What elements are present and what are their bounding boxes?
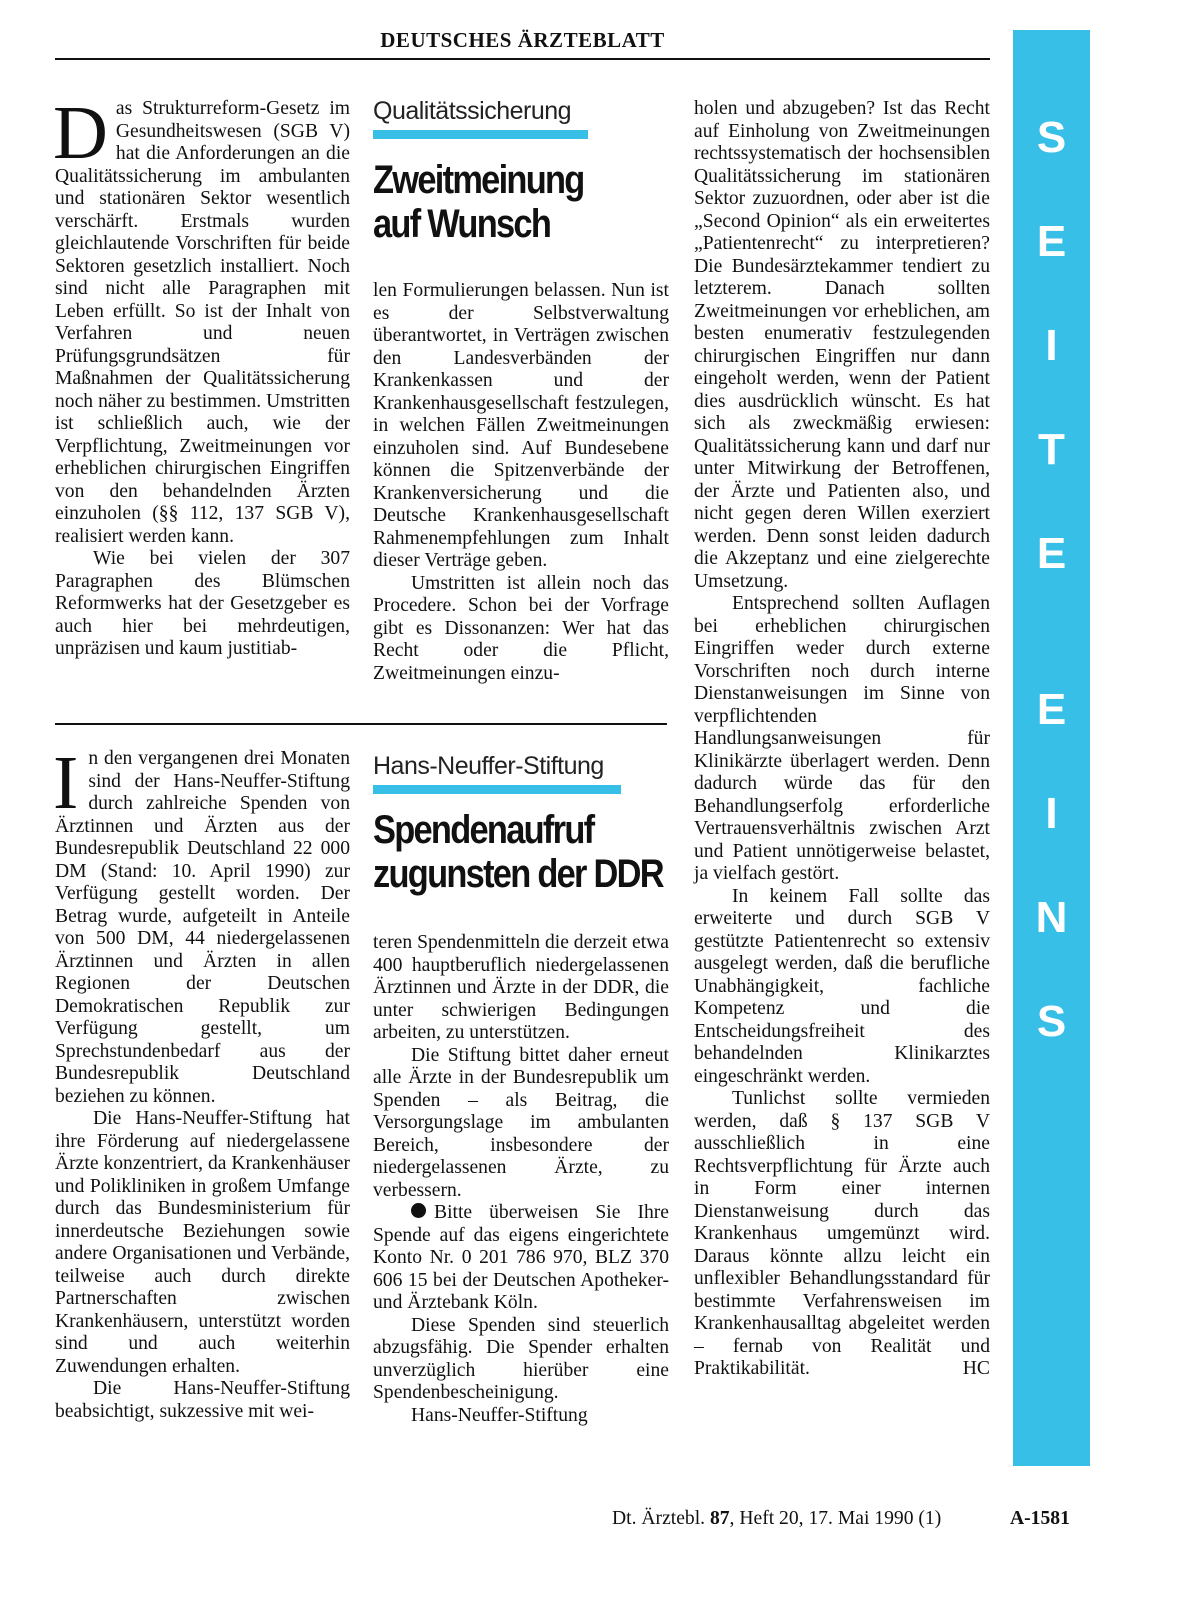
footer-citation xyxy=(612,1508,941,1530)
author-signature: HC xyxy=(962,1358,990,1379)
article2-paragraph: teren Spendenmitteln die derzeit etwa 400 hauptberuflich niedergelassenen Ärztinnen und Ärzte in der DDR, die unter schwierigen Bedingungen arbeiten, zu unterstützen. xyxy=(373,932,669,1043)
article2-paragraph: Die Hans-Neuffer-Stiftung beabsichtigt, sukzessive mit wei- xyxy=(55,1378,350,1422)
dropcap: I xyxy=(53,741,79,825)
article1-paragraph: as Strukturreform-Gesetz im Gesundheitswesen (SGB V) hat die Anforderungen an die Qualitätssicherung im ambulanten und stationären Sektor wesentlich verschärft. Erstmals wurden gleichlautende Vorschriften für beide Sektoren gesetzlich installiert. Noch sind nicht alle Paragraphen mit Leben erfüllt. So ist der Inhalt von Verfahren und neuen Prüfungsgrundsätzen für Maßnahmen der Qualitätssicherung noch näher zu bestimmen. Umstritten ist schließlich auch, wie der Verpflichtung, Zweitmeinungen vor erheblichen chirurgischen Eingriffen von den behandelnden Ärzten einzuholen (§§ 112, 137 SGB V), realisiert werden kann. xyxy=(55,98,350,547)
article1-col1 xyxy=(53,91,350,661)
headline-line: Zweitmeinung xyxy=(373,158,584,202)
sidebar-letter: S xyxy=(1036,997,1067,1046)
page-number: A-1581 xyxy=(1010,1508,1070,1529)
sidebar-letter: I xyxy=(1045,789,1058,838)
article1-paragraph: Entsprechend sollten Auflagen bei erheblichen chirurgischen Eingriffen weder durch externe Vorschriften noch durch interne Dienstanweisungen im Sinne von verpflichtenden Handlungsanweisungen für Klinikärzte überlagert werden. Denn dadurch würde das für den Behandlungserfolg erforderliche Vertrauensverhältnis zwischen Arzt und Patient unnötigerweise belastet, ja vielfach gestört. xyxy=(694,593,990,884)
citation-text: Dt. Ärztebl. xyxy=(612,1508,710,1529)
article1-paragraph: len Formulierungen belassen. Nun ist es der Selbstverwaltung überantwortet, in Verträgen zwischen den Landesverbänden der Krankenkassen und der Krankenhausgesellschaft festzulegen, in welchen Fällen Zweitmeinungen einzuholen sind. Auf Bundesebene können die Spitzenverbände der Krankenversicherung und die Deutsche Krankenhausgesellschaft Rahmenempfehlungen zum Inhalt dieser Verträge geben. xyxy=(373,280,669,571)
article2-kicker-bar xyxy=(373,785,621,794)
article2-paragraph: Die Hans-Neuffer-Stiftung hat ihre Förderung auf niedergelassene Ärzte konzentriert, da Krankenhäuser und Polikliniken in großem Umfange durch das Bundesministerium für innerdeutsche Beziehungen sowie andere Organisationen und Verbände, teilweise auch durch direkte Partnerschaften zwischen Krankenhäusern, unterstützt worden sind und auch weiterhin Zuwendungen erhalten. xyxy=(55,1108,350,1377)
article2-paragraph: n den vergangenen drei Monaten sind der Hans-Neuffer-Stiftung durch zahlreiche Spenden von Ärztinnen und Ärzten aus der Bundesrepublik Deutschland 22 000 DM (Stand: 10. April 1990) zur Verfügung gestellt worden. Der Betrag wurde, aufgeteilt in Anteile von 500 DM, 44 niedergelassenen Ärztinnen und Ärzten in allen Regionen der Deutschen Demokratischen Republik zur Verfügung gestellt, um Sprechstundenbedarf aus der Bundesrepublik Deutschland beziehen zu können. xyxy=(55,748,350,1107)
article1-headline xyxy=(373,158,584,246)
masthead: DEUTSCHES ÄRZTEBLATT xyxy=(380,28,665,52)
sidebar-letter: E xyxy=(1036,529,1067,578)
author-signature: Hans-Neuffer-Stiftung xyxy=(411,1404,588,1426)
article1-kicker-bar xyxy=(373,130,588,139)
section-sidebar xyxy=(1013,30,1090,1466)
article2-col2 xyxy=(373,932,669,1427)
section-divider xyxy=(55,723,667,725)
article1-paragraph: Wie bei vielen der 307 Paragraphen des Blümschen Reformwerks hat der Gesetzgeber es auch hier bei mehrdeutigen, unpräzisen und kaum justitiab- xyxy=(55,548,350,659)
sidebar-letter: N xyxy=(1035,893,1068,942)
headline-line: auf Wunsch xyxy=(373,202,551,246)
bullet-icon xyxy=(411,1203,426,1218)
citation-text: , Heft 20, 17. Mai 1990 (1) xyxy=(729,1508,942,1529)
article2-col1 xyxy=(53,741,350,1423)
article1-kicker: Qualitätssicherung xyxy=(373,97,572,125)
sidebar-letter: I xyxy=(1045,321,1058,370)
citation-volume: 87 xyxy=(709,1508,730,1529)
headline-line: Spendenaufruf xyxy=(373,808,594,852)
sidebar-letter: E xyxy=(1036,217,1067,266)
article1-paragraph: Tunlichst sollte vermieden werden, daß § 137 SGB V ausschließlich in eine Rechtsverpflichtung für Ärzte auch in Form einer internen Dienstanweisung durch das Krankenhaus umgemünzt wird. Daraus könnte allzu leicht ein unflexibler Behandlungsstandard für bestimmte Verfahrensweisen im Krankenhausalltag abgeleitet werden – fernab von Realität und Praktikabilität. xyxy=(694,1088,990,1379)
masthead-rule xyxy=(55,58,990,60)
article2-paragraph: Bitte überweisen Sie Ihre Spende auf das eigens eingerichtete Konto Nr. 0 201 786 970, BLZ 370 606 15 bei der Deutschen Apotheker- und Ärztebank Köln. xyxy=(373,1202,669,1313)
article1-paragraph: Umstritten ist allein noch das Procedere. Schon bei der Vorfrage gibt es Dissonanzen: Wer hat das Recht oder die Pflicht, Zweitmeinungen einzu- xyxy=(373,572,669,684)
article2-headline xyxy=(373,808,663,896)
article2-paragraph: Die Stiftung bittet daher erneut alle Ärzte in der Bundesrepublik um Spenden – als Beitrag, die Versorgungslage im ambulanten Bereich, insbesondere der niedergelassenen Ärzte, zu verbessern. xyxy=(373,1044,669,1201)
article2-kicker: Hans-Neuffer-Stiftung xyxy=(373,752,604,780)
article1-paragraph: holen und abzugeben? Ist das Recht auf Einholung von Zweitmeinungen rechtssystematisch der hochsensiblen Qualitätssicherung im stationären Sektor zuzuordnen, oder aber ist die „Second Opinion“ als ein erweitertes „Patientenrecht“ zu interpretieren? Die Bundesärztekammer tendiert zu letzterem. Danach sollten Zweitmeinungen vor erheblichen, am besten enumerativ festzulegenden chirurgischen Eingriffen nur dann eingeholt werden, wenn der Patient dies ausdrücklich wünscht. Es hat sich als zweckmäßig erwiesen: Qualitätssicherung kann und darf nur unter Mitwirkung der Betroffenen, der Ärzte und Patienten also, und nicht gegen deren Willen exerziert werden. Denn sonst leiden dadurch die Akzeptanz und eine zielgerechte Umsetzung. xyxy=(694,98,990,592)
sidebar-letter: T xyxy=(1038,425,1065,474)
sidebar-letter: E xyxy=(1036,685,1067,734)
article1-col3 xyxy=(694,98,990,1381)
article2-paragraph: Diese Spenden sind steuerlich abzugsfähig. Die Spender erhalten unverzüglich hierüber eine Spendenbescheinigung. xyxy=(373,1314,669,1403)
article1-paragraph: In keinem Fall sollte das erweiterte und durch SGB V gestützte Patientenrecht so extensiv ausgelegt werden, daß die berufliche Unabhängigkeit, fachliche Kompetenz und die Entscheidungsfreiheit des behandelnden Klinikarztes eingeschränkt werden. xyxy=(694,885,990,1087)
sidebar-letters xyxy=(1013,112,1090,1048)
article1-col2 xyxy=(373,280,669,685)
headline-line: zugunsten der DDR xyxy=(373,852,663,896)
dropcap: D xyxy=(53,91,108,175)
sidebar-letter: S xyxy=(1036,113,1067,162)
